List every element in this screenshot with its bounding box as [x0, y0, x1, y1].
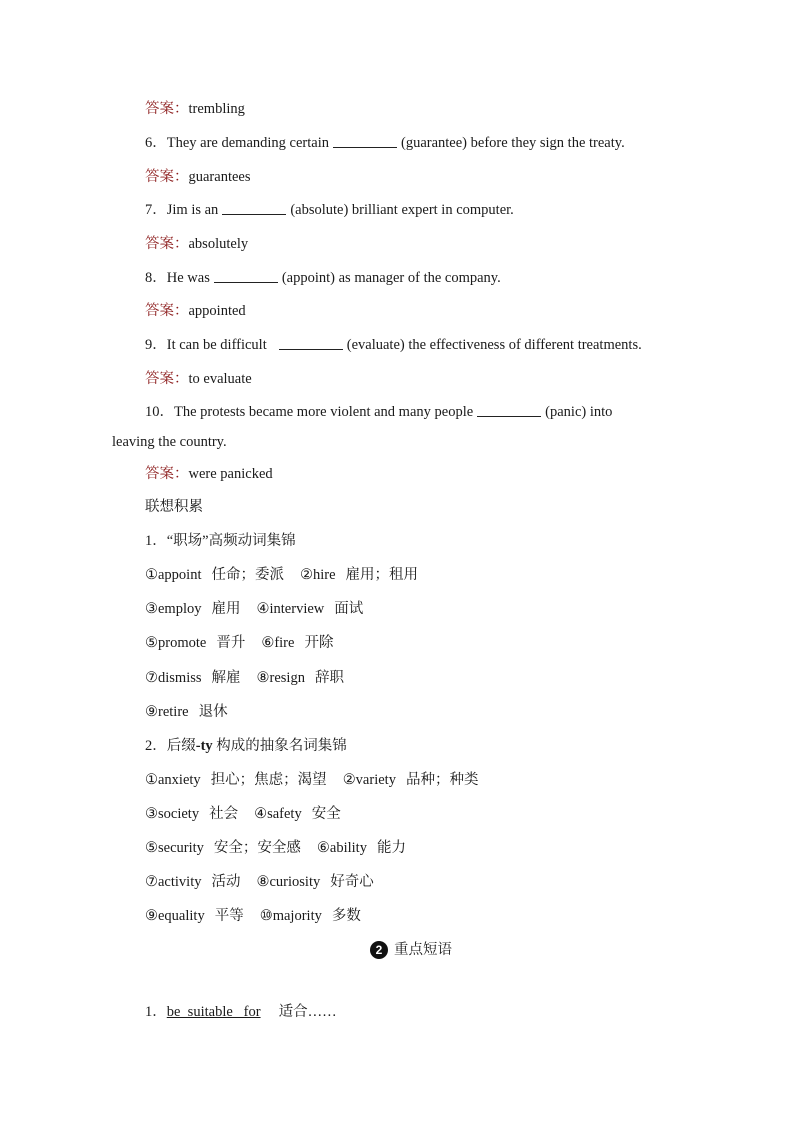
phrase-text: be suitable for	[166, 1004, 261, 1020]
vocab-meaning: 安全；安全感	[213, 840, 301, 856]
vocab-row	[145, 872, 374, 892]
question-9	[145, 335, 642, 355]
question-number: 6．	[145, 135, 167, 151]
vocab-meaning: 辞职	[314, 670, 344, 686]
vocab-row	[145, 668, 344, 688]
section-heading	[370, 940, 452, 960]
vocab-word: ⑧curiosity	[256, 874, 321, 890]
vocab-meaning: 好奇心	[330, 874, 374, 890]
vocab-word: ①anxiety	[145, 772, 201, 788]
vocab-word: ⑦activity	[145, 874, 202, 890]
answer-blank	[214, 268, 278, 283]
vocab-meaning: 晋升	[216, 635, 246, 651]
question-6	[145, 133, 625, 153]
vocab-word: ⑨retire	[145, 704, 189, 720]
answer-blank	[477, 402, 541, 417]
group-2-rest: 构成的抽象名词集锦	[212, 738, 347, 754]
vocab-row	[145, 906, 361, 926]
vocab-word: ⑤security	[145, 840, 204, 856]
vocab-word: ④safety	[254, 806, 302, 822]
vocab-word: ⑤promote	[145, 635, 207, 651]
vocab-meaning: 平等	[214, 908, 244, 924]
question-7	[145, 200, 514, 220]
vocab-meaning: 任命；委派	[211, 567, 284, 583]
assoc-title: 联想积累	[145, 499, 203, 515]
answer-9	[145, 369, 252, 389]
answer-blank	[333, 133, 397, 148]
question-text: (panic) into	[545, 404, 613, 420]
vocab-meaning: 活动	[211, 874, 241, 890]
vocab-word: ⑧resign	[256, 670, 305, 686]
answer-7	[145, 234, 248, 254]
question-text: (guarantee) before they sign the treaty.	[401, 135, 625, 151]
vocab-row	[145, 838, 406, 858]
vocab-word: ①appoint	[145, 567, 202, 583]
answer-blank	[222, 200, 286, 215]
question-text: They are demanding certain	[166, 135, 329, 151]
section-title: 重点短语	[394, 942, 452, 958]
vocab-meaning: 解雇	[211, 670, 241, 686]
vocab-word: ⑦dismiss	[145, 670, 202, 686]
vocab-word: ④interview	[256, 601, 325, 617]
answer-text: absolutely	[188, 236, 249, 252]
group-1-title: 1．“职场”高频动词集锦	[145, 533, 296, 549]
answer-text: trembling	[188, 101, 245, 117]
answer-label: 答案：	[145, 101, 189, 117]
vocab-word: ③employ	[145, 601, 202, 617]
vocab-meaning: 雇用；租用	[345, 567, 419, 583]
question-text: Jim is an	[166, 202, 219, 218]
answer-text: were panicked	[188, 466, 273, 482]
vocab-meaning: 雇用	[211, 601, 241, 617]
question-text: leaving the country.	[112, 434, 227, 450]
vocab-word: ⑥fire	[261, 635, 295, 651]
vocab-word: ③society	[145, 806, 200, 822]
phrase-number: 1．	[145, 1004, 167, 1020]
answer-6	[145, 167, 251, 187]
vocab-word: ⑩majority	[259, 908, 322, 924]
answer-8	[145, 301, 246, 321]
question-number: 9．	[145, 337, 167, 353]
vocab-meaning: 退休	[198, 704, 228, 720]
vocab-meaning: 安全	[311, 806, 341, 822]
phrase-item	[145, 1002, 337, 1022]
vocab-meaning: 担心；焦虑；渴望	[210, 772, 327, 788]
question-10	[145, 402, 612, 422]
phrase-meaning: 适合……	[278, 1004, 337, 1020]
answer-label: 答案：	[145, 371, 189, 387]
answer-5	[145, 99, 245, 119]
question-number: 7．	[145, 202, 167, 218]
question-text: It can be difficult	[166, 337, 267, 353]
vocab-meaning: 品种；种类	[405, 772, 479, 788]
vocab-meaning: 社会	[209, 806, 239, 822]
question-text: (evaluate) the effectiveness of different treatments.	[346, 337, 642, 353]
vocab-word: ⑨equality	[145, 908, 205, 924]
question-text: (absolute) brilliant expert in computer.	[290, 202, 514, 218]
vocab-row	[145, 599, 363, 619]
vocab-row	[145, 770, 478, 790]
answer-text: appointed	[188, 303, 246, 319]
vocab-meaning: 能力	[376, 840, 406, 856]
question-text: (appoint) as manager of the company.	[281, 270, 501, 286]
group-2-prefix: 2．后缀	[145, 738, 196, 754]
answer-text: to evaluate	[188, 371, 252, 387]
answer-10	[145, 464, 273, 484]
vocab-word: ⑥ability	[316, 840, 367, 856]
vocab-row	[145, 633, 333, 653]
question-number: 8．	[145, 270, 167, 286]
vocab-row	[145, 804, 341, 824]
group-2-suffix: -ty	[195, 738, 213, 754]
answer-blank	[279, 335, 343, 350]
answer-label: 答案：	[145, 236, 189, 252]
group-2-title	[145, 736, 347, 756]
answer-label: 答案：	[145, 466, 189, 482]
vocab-meaning: 多数	[331, 908, 361, 924]
vocab-row	[145, 565, 418, 585]
answer-label: 答案：	[145, 303, 189, 319]
answer-text: guarantees	[188, 169, 251, 185]
vocab-row	[145, 702, 228, 722]
vocab-word: ②variety	[342, 772, 396, 788]
question-number: 10．	[145, 404, 174, 420]
question-10-continued	[112, 432, 227, 452]
vocab-meaning: 开除	[304, 635, 334, 651]
question-text: He was	[166, 270, 210, 286]
question-text: The protests became more violent and many people	[174, 404, 474, 420]
question-8	[145, 268, 501, 288]
vocab-word: ②hire	[300, 567, 336, 583]
answer-label: 答案：	[145, 169, 189, 185]
vocab-meaning: 面试	[334, 601, 364, 617]
section-number-badge: 2	[370, 941, 388, 959]
